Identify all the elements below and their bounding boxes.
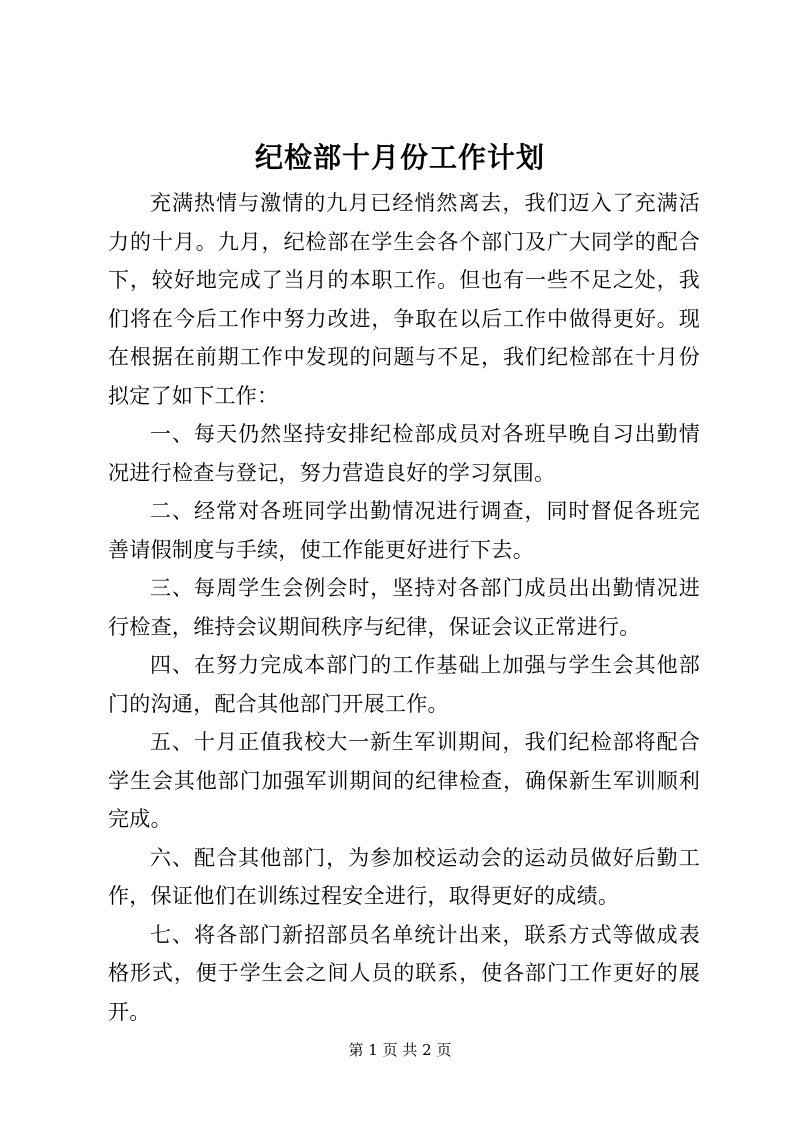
paragraph-intro: 充满热情与激情的九月已经悄然离去，我们迈入了充满活力的十月。九月，纪检部在学生会各个部门及广大同学的配合下，较好地完成了当月的本职工作。但也有一些不足之处，我们将在今后工作中努力改进，争取在以后工作中做得更好。现在根据在前期工作中发现的问题与不足，我们纪检部在十月份拟定了如下工作： (108, 191, 700, 408)
paragraph-item-7: 七、将各部门新招部员名单统计出来，联系方式等做成表格形式，便于学生会之间人员的联系，使各部门工作更好的展开。 (108, 922, 700, 1024)
paragraph-item-6: 六、配合其他部门，为参加校运动会的运动员做好后勤工作，保证他们在训练过程安全进行，取得更好的成绩。 (108, 845, 700, 908)
paragraph-item-3: 三、每周学生会例会时，坚持对各部门成员出出勤情况进行检查，维持会议期间秩序与纪律，保证会议正常进行。 (108, 576, 700, 639)
paragraph-item-5: 五、十月正值我校大一新生军训期间，我们纪检部将配合学生会其他部门加强军训期间的纪律检查，确保新生军训顺利完成。 (108, 730, 700, 831)
document-body (108, 184, 700, 1031)
page-title: 纪检部十月份工作计划 (254, 141, 545, 174)
paragraph-item-1: 一、每天仍然坚持安排纪检部成员对各班早晚自习出勤情况进行检查与登记，努力营造良好的学习氛围。 (108, 422, 700, 485)
paragraph-item-2: 二、经常对各班同学出勤情况进行调查，同时督促各班完善请假制度与手续，使工作能更好进行下去。 (108, 499, 700, 562)
page-footer: 第 1 页 共 2 页 (348, 1041, 452, 1059)
paragraph-item-4: 四、在努力完成本部门的工作基础上加强与学生会其他部门的沟通，配合其他部门开展工作。 (108, 653, 700, 716)
